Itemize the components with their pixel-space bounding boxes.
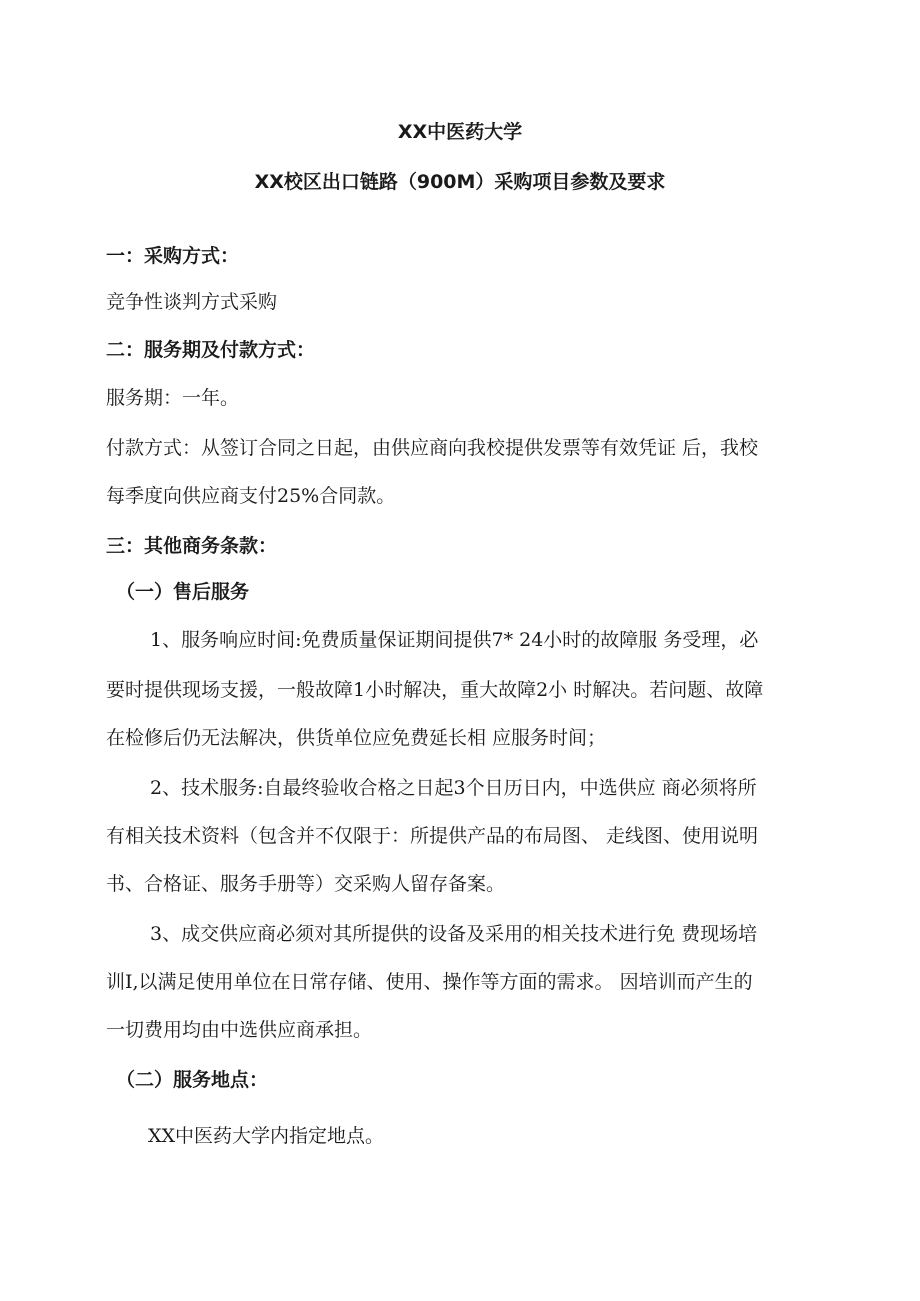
item3-line2: 训I,以满足使用单位在日常存储、使用、操作等方面的需求。 因培训而产生的 (106, 971, 753, 993)
item1-line3: 在检修后仍无法解决，供货单位应免费延长相 应服务时间； (106, 727, 607, 749)
section1-heading: 一：采购方式： (106, 245, 240, 267)
section3-heading: 三：其他商务条款： (106, 535, 278, 557)
item1-line2: 要时提供现场支援，一般故障1小时解决，重大故障2小 时解决。若问题、故障 (106, 679, 764, 701)
document-title-line1: XX中医药大学 (397, 121, 523, 143)
service-location-body: XX中医药大学内指定地点。 (148, 1125, 385, 1147)
item2-line3: 书、合格证、服务手册等）交采购人留存备案。 (106, 873, 506, 895)
service-period-text: 服务期：一年。 (106, 387, 240, 409)
subsection-service-location-heading: （二）服务地点： (116, 1069, 269, 1091)
section1-body: 竞争性谈判方式采购 (106, 291, 278, 313)
subsection-after-sales-heading: （一）售后服务 (116, 581, 250, 603)
item3-line3: 一切费用均由中选供应商承担。 (106, 1019, 373, 1041)
payment-text-line1: 付款方式：从签订合同之日起，由供应商向我校提供发票等有效凭证 后，我校 (106, 437, 759, 459)
item1-line1: 1、服务响应时间:免费质量保证期间提供7* 24小时的故障服 务受理，必 (150, 629, 759, 651)
item2-line2: 有相关技术资料（包含并不仅限于：所提供产品的布局图、 走线图、使用说明 (106, 825, 759, 847)
item2-line1: 2、技术服务:自最终验收合格之日起3个日历日内，中选供应 商必须将所 (150, 777, 757, 799)
payment-text-line2: 每季度向供应商支付25%合同款。 (106, 485, 396, 507)
section2-heading: 二：服务期及付款方式： (106, 339, 316, 361)
document-title-line2: XX校区出口链路（900M）采购项目参数及要求 (254, 171, 666, 193)
item3-line1: 3、成交供应商必须对其所提供的设备及采用的相关技术进行免 费现场培 (150, 923, 758, 945)
